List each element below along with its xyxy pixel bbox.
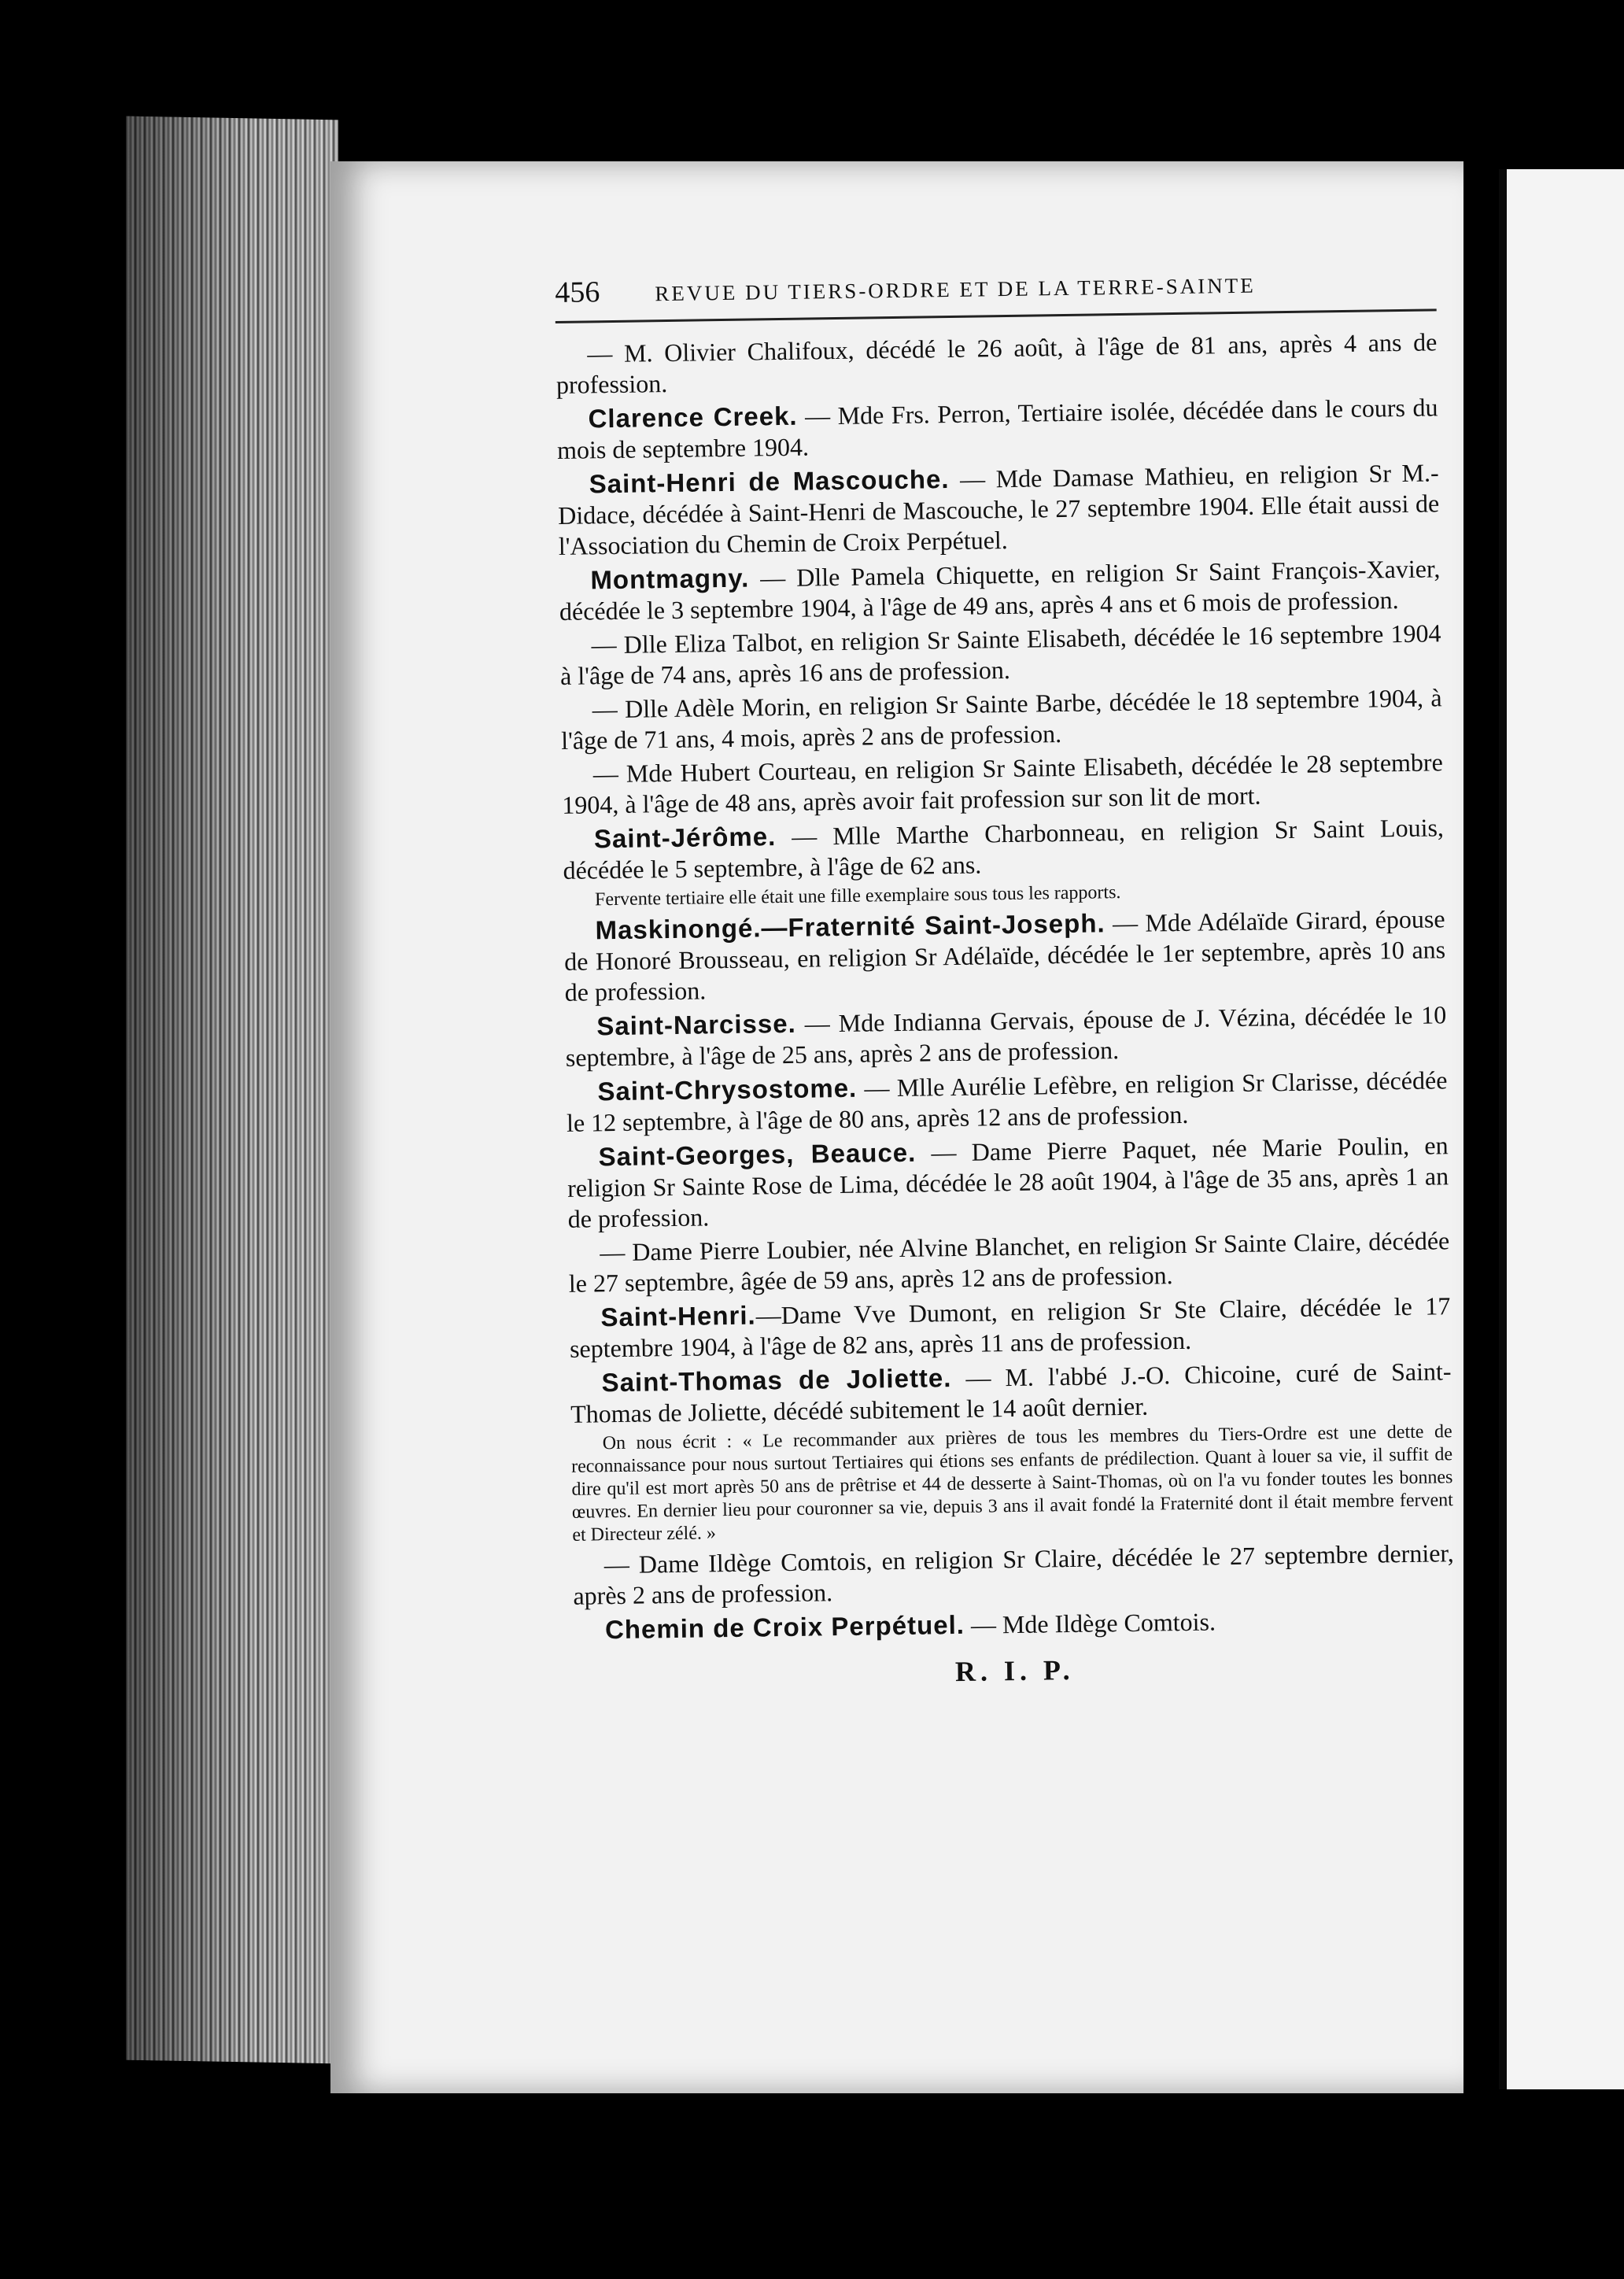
obituary-entry: [557, 456, 1440, 562]
entry-text: — Dame Ildège Comtois, en religion Sr Claire, décédée le 27 septembre dernier, après 2 ans de profession.: [573, 1538, 1455, 1610]
obituary-entry: [568, 1225, 1450, 1299]
obituary-entry: [567, 1129, 1449, 1235]
obituary-list: [555, 327, 1455, 1646]
entry-note: Fervente tertiaire elle était une fille exemplaire sous tous les rapports.: [594, 882, 1121, 910]
entry-place: Saint-Henri de Mascouche.: [589, 464, 950, 499]
obituary-entry: [569, 1290, 1451, 1365]
entry-place: Saint-Georges, Beauce.: [598, 1137, 917, 1172]
entry-place: Chemin de Croix Perpétuel.: [604, 1609, 965, 1645]
entry-place: Clarence Creek.: [588, 401, 798, 434]
facing-page-edge: [1499, 169, 1624, 2089]
entry-text: — Dame Pierre Paquet, née Marie Poulin, en religion Sr Sainte Rose de Lima, décédée le 28 août 1904, à l'âge de 35 ans, après 1 an de profession.: [567, 1131, 1449, 1233]
entry-text: — Dlle Pamela Chiquette, en religion Sr Saint François-Xavier, décédée le 3 septembre 1904, à l'âge de 49 ans, après 4 ans et 6 mois de profession.: [559, 554, 1441, 626]
entry-place: Montmagny.: [590, 563, 750, 595]
entry-text: — Mlle Marthe Charbonneau, en religion Sr Saint Louis, décédée le 5 septembre, à l'âge de 62 ans.: [563, 813, 1445, 885]
obituary-entry: [573, 1538, 1455, 1612]
entry-text: — Mde Ildège Comtois.: [964, 1607, 1216, 1639]
page-number: 456: [555, 275, 600, 309]
obituary-entry: [559, 552, 1441, 627]
entry-place: Saint-Henri.: [600, 1300, 756, 1332]
running-head: [555, 263, 1437, 323]
entry-text: — Mde Hubert Courteau, en religion Sr Sainte Elisabeth, décédée le 28 septembre 1904, à l'âge de 48 ans, après avoir fait profession sur son lit de mort.: [562, 748, 1443, 819]
obituary-entry: [565, 999, 1447, 1073]
book-page: [330, 161, 1463, 2093]
entry-place: Saint-Thomas de Joliette.: [601, 1363, 952, 1398]
entry-note: On nous écrit : « Le recommander aux prières de tous les membres du Tiers-Ordre est une dette de reconnaissance pour nous surtout Tertiaires qui étions ses enfants de prédilection. Quant à louer sa vie, il suffit de dire qu'il est mort après 50 ans de prêtrise et 44 de desserte à Saint-Thomas, où on l'a vu fonder toutes les bonnes œuvres. En dernier lieu pour couronner sa vie, depuis 3 ans il avait fondé la Fraternité dont il était membre fervent et Directeur zélé. »: [570, 1421, 1454, 1546]
obituary-entry: [563, 811, 1445, 886]
obituary-entry: [570, 1355, 1452, 1430]
entry-text: — Mlle Aurélie Lefèbre, en religion Sr Clarisse, décédée le 12 septembre, à l'âge de 80 ans, après 12 ans de profession.: [566, 1066, 1448, 1137]
entry-text: —Dame Vve Dumont, en religion Sr Ste Claire, décédée le 17 septembre 1904, à l'âge de 82 ans, après 11 ans de profession.: [569, 1291, 1451, 1363]
entry-text: — Dlle Eliza Talbot, en religion Sr Sainte Elisabeth, décédée le 16 septembre 1904 à l'âge de 74 ans, après 16 ans de profession.: [559, 619, 1441, 690]
obituary-entry: [562, 747, 1444, 821]
entry-text: — Dlle Adèle Morin, en religion Sr Sainte Barbe, décédée le 18 septembre 1904, à l'âge de 71 ans, 4 mois, après 2 ans de profession.: [561, 683, 1442, 755]
entry-place: Saint-Narcisse.: [596, 1008, 797, 1041]
entry-text: — Mde Frs. Perron, Tertiaire isolée, décédée dans le cours du mois de septembre 1904.: [556, 393, 1438, 464]
obituary-entry: [563, 903, 1446, 1008]
closing-rip: R. I. P.: [954, 1653, 1075, 1688]
entry-text: — Mde Adélaïde Girard, épouse de Honoré Brousseau, en religion Sr Adélaïde, décédée le 1er septembre, après 10 ans de profession.: [563, 904, 1446, 1007]
entry-text: — M. Olivier Chalifoux, décédé le 26 août, à l'âge de 81 ans, après 4 ans de profession.: [555, 327, 1438, 399]
entry-text: — Mde Damase Mathieu, en religion Sr M.-Didace, décédée à Saint-Henri de Mascouche, le 27 septembre 1904. Elle était aussi de l'Association du Chemin de Croix Perpétuel.: [558, 458, 1440, 560]
obituary-entry: [560, 682, 1442, 756]
obituary-entry: [566, 1064, 1448, 1139]
entry-text: — M. l'abbé J.-O. Chicoine, curé de Saint-Thomas de Joliette, décédé subitement le 14 août dernier.: [570, 1357, 1452, 1428]
page-content: [555, 263, 1456, 1693]
obituary-entry: [555, 327, 1438, 401]
book-page-edges: [126, 116, 338, 2064]
entry-text: — Dame Pierre Loubier, née Alvine Blanchet, en religion Sr Sainte Claire, décédée le 27 septembre, âgée de 59 ans, après 12 ans de profession.: [568, 1226, 1450, 1298]
entry-place: Saint-Jérôme.: [593, 822, 777, 854]
running-title: REVUE DU TIERS-ORDRE ET DE LA TERRE-SAINTE: [655, 273, 1256, 306]
entry-text: — Mde Indianna Gervais, épouse de J. Vézina, décédée le 10 septembre, à l'âge de 25 ans, après 2 ans de profession.: [565, 1000, 1447, 1072]
obituary-entry: [556, 391, 1438, 466]
entry-place: Saint-Chrysostome.: [597, 1073, 858, 1106]
obituary-entry: [559, 618, 1441, 692]
entry-place: Maskinongé.—Fraternité Saint-Joseph.: [595, 908, 1105, 945]
